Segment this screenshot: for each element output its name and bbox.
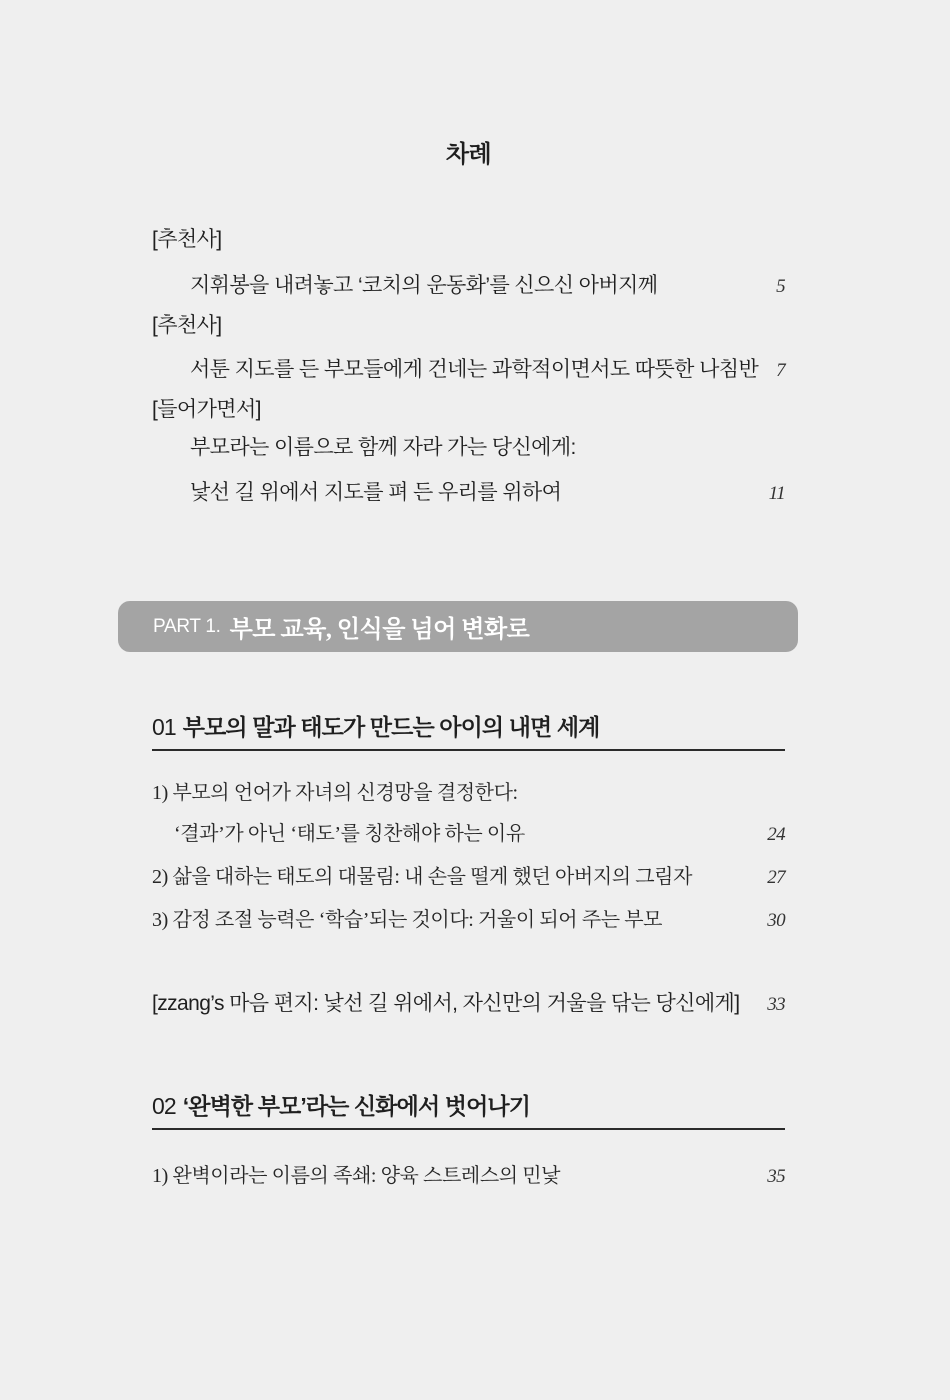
front-matter-label-2 (152, 311, 785, 341)
toc-item-text: ‘결과’가 아닌 ‘태도’를 칭찬해야 하는 이유 (174, 823, 525, 845)
page-number: 35 (767, 1166, 785, 1187)
toc-entry-text: 서툰 지도를 든 부모들에게 건네는 과학적이면서도 따뜻한 나침반 (190, 358, 759, 381)
page-number: 33 (767, 994, 785, 1015)
chapter-number: 01 (152, 714, 176, 740)
page-number: 27 (767, 867, 785, 888)
toc-entry-text: 지휘봉을 내려놓고 ‘코치의 운동화’를 신으신 아버지께 (190, 274, 658, 297)
toc-entry-text: 부모라는 이름으로 함께 자라 가는 당신에게: (190, 436, 576, 459)
chapter-title: ‘완벽한 부모’라는 신화에서 벗어나기 (182, 1093, 531, 1119)
chapter-heading-01 (152, 712, 785, 742)
part-banner-title: 부모 교육, 인식을 넘어 변화로 (229, 617, 530, 643)
toc-item-1-section-02 (152, 1161, 785, 1192)
chapter-heading-rule (152, 749, 785, 751)
toc-letter-text: [zzang’s 마음 편지: 낯선 길 위에서, 자신만의 거울을 닦는 당신에게] (152, 992, 740, 1015)
front-matter-label-1 (152, 225, 785, 255)
page-number: 11 (768, 483, 785, 504)
toc-letter-entry (152, 989, 785, 1020)
toc-item-text: 3) 감정 조절 능력은 ‘학습’되는 것이다: 거울이 되어 주는 부모 (152, 909, 663, 931)
toc-item-text: 1) 완벽이라는 이름의 족쇄: 양육 스트레스의 민낯 (152, 1165, 561, 1187)
toc-entry-recommendation-1 (152, 271, 785, 302)
toc-entry-text: 낯선 길 위에서 지도를 펴 든 우리를 위하여 (190, 481, 562, 504)
page-number: 24 (767, 824, 785, 845)
part-banner (118, 601, 798, 652)
chapter-heading-rule (152, 1128, 785, 1130)
front-matter-label-text: [추천사] (152, 314, 222, 337)
chapter-number: 02 (152, 1093, 176, 1119)
page-number: 7 (776, 360, 785, 381)
toc-entry-intro-line-2 (152, 478, 785, 509)
chapter-heading-02 (152, 1091, 785, 1121)
front-matter-label-3 (152, 395, 785, 425)
toc-entry-recommendation-2 (152, 355, 785, 386)
toc-item-1-line-1 (152, 778, 785, 808)
toc-item-text: 1) 부모의 언어가 자녀의 신경망을 결정한다: (152, 782, 518, 804)
toc-item-1-line-2 (152, 819, 785, 850)
toc-item-3 (152, 905, 785, 936)
toc-entry-intro-line-1 (152, 433, 785, 463)
page-title: 차례 (445, 141, 492, 168)
front-matter-label-text: [들어가면서] (152, 398, 261, 421)
part-banner-prefix: PART 1. (153, 615, 221, 637)
toc-item-2 (152, 862, 785, 893)
toc-item-text: 2) 삶을 대하는 태도의 대물림: 내 손을 떨게 했던 아버지의 그림자 (152, 866, 693, 888)
page-number: 30 (767, 910, 785, 931)
chapter-title: 부모의 말과 태도가 만드는 아이의 내면 세계 (182, 714, 600, 740)
page-number: 5 (776, 276, 785, 297)
front-matter-label-text: [추천사] (152, 228, 222, 251)
